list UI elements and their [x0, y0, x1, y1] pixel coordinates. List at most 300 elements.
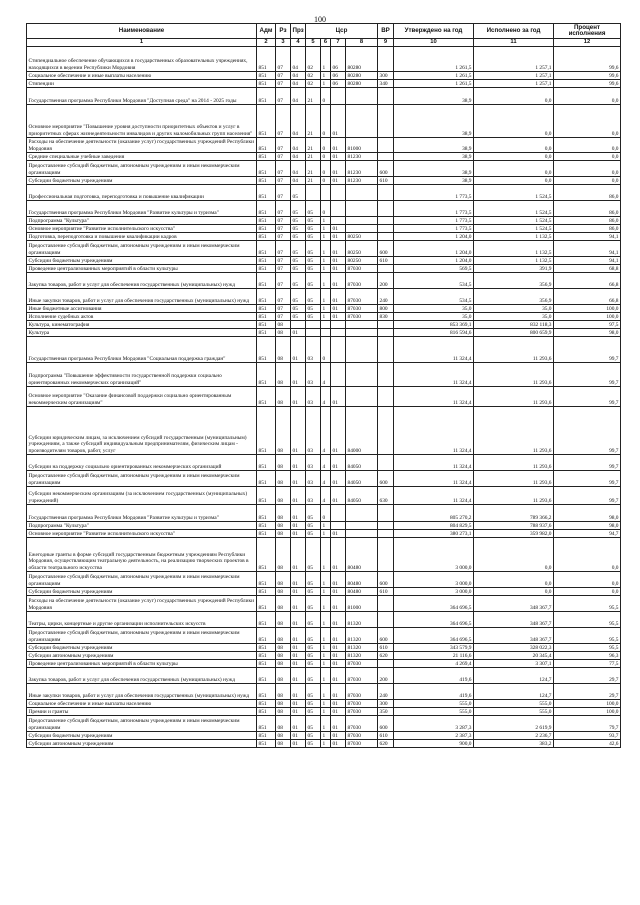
row-prz: 01: [291, 652, 306, 660]
row-csr-subprogram: 0: [321, 177, 331, 185]
row-approved: 1 261,5: [394, 80, 474, 88]
row-approved: 11 324,4: [394, 363, 474, 387]
table-row: [27, 668, 621, 684]
table-row: [27, 612, 621, 628]
column-number: 2: [257, 39, 276, 47]
row-csr-subprogram: 1: [321, 732, 331, 740]
row-csr-event: 01: [331, 660, 346, 668]
row-csr-direction: 87030: [346, 732, 378, 740]
row-approved: 555,0: [394, 700, 474, 708]
row-csr-direction: 81000: [346, 596, 378, 612]
row-executed: 20 345,4: [474, 652, 554, 660]
row-percent: 86,0: [554, 225, 621, 233]
row-rz: 08: [276, 732, 291, 740]
row-csr-direction: 80250: [346, 241, 378, 257]
row-prz: 01: [291, 660, 306, 668]
row-csr-event: 01: [331, 487, 346, 505]
row-csr-direction: 81230: [346, 153, 378, 161]
row-csr-event: [331, 88, 346, 105]
row-rz: 08: [276, 700, 291, 708]
row-adm: 851: [257, 80, 276, 88]
row-rz: 08: [276, 652, 291, 660]
row-csr-program: 05: [306, 660, 321, 668]
row-vr: 620: [378, 740, 394, 748]
row-vr: 830: [378, 313, 394, 321]
row-percent: 100,0: [554, 305, 621, 313]
row-percent: 0,0: [554, 538, 621, 572]
row-csr-subprogram: [321, 321, 331, 329]
row-name: Подпрограмма "Культура": [27, 522, 257, 530]
row-adm: 851: [257, 47, 276, 72]
table-row: [27, 455, 621, 471]
row-csr-direction: [346, 105, 378, 138]
row-csr-event: 01: [331, 257, 346, 265]
row-csr-program: 03: [306, 455, 321, 471]
table-row: [27, 596, 621, 612]
row-csr-subprogram: 1: [321, 80, 331, 88]
row-vr: 350: [378, 708, 394, 716]
row-approved: 804 829,5: [394, 522, 474, 530]
row-csr-subprogram: 4: [321, 455, 331, 471]
row-csr-program: [306, 321, 321, 329]
row-adm: 851: [257, 612, 276, 628]
table-row: [27, 708, 621, 716]
row-csr-direction: [346, 363, 378, 387]
table-row: [27, 628, 621, 644]
row-percent: 98,0: [554, 329, 621, 337]
row-vr: [378, 505, 394, 522]
row-adm: 851: [257, 572, 276, 588]
row-prz: 05: [291, 225, 306, 233]
row-executed: 35,0: [474, 305, 554, 313]
table-row: [27, 538, 621, 572]
row-percent: 93,7: [554, 732, 621, 740]
row-csr-event: 01: [331, 233, 346, 241]
row-adm: 851: [257, 588, 276, 596]
table-row: [27, 530, 621, 538]
row-vr: 240: [378, 684, 394, 700]
row-name: Театры, цирки, концертные и другие организации исполнительских искусств: [27, 612, 257, 628]
row-approved: 11 324,4: [394, 471, 474, 487]
row-vr: 610: [378, 644, 394, 652]
row-adm: 851: [257, 88, 276, 105]
row-prz: 05: [291, 233, 306, 241]
row-csr-direction: 81230: [346, 161, 378, 177]
row-csr-subprogram: 1: [321, 668, 331, 684]
row-name: Подпрограмма "Культура": [27, 217, 257, 225]
row-approved: 419,6: [394, 668, 474, 684]
table-row: [27, 138, 621, 153]
row-csr-direction: 87030: [346, 716, 378, 732]
row-csr-subprogram: 1: [321, 72, 331, 80]
row-csr-event: 01: [331, 289, 346, 305]
column-number: 6: [321, 39, 331, 47]
row-rz: 07: [276, 185, 291, 201]
row-rz: 08: [276, 668, 291, 684]
row-executed: 383,2: [474, 740, 554, 748]
row-vr: [378, 233, 394, 241]
row-vr: [378, 47, 394, 72]
row-name: Субсидии автономным учреждениям: [27, 740, 257, 748]
row-prz: 01: [291, 329, 306, 337]
row-csr-direction: 87030: [346, 740, 378, 748]
row-prz: 01: [291, 505, 306, 522]
row-percent: 99,7: [554, 337, 621, 363]
row-rz: 08: [276, 455, 291, 471]
row-vr: [378, 185, 394, 201]
row-csr-subprogram: [321, 329, 331, 337]
row-csr-subprogram: 1: [321, 538, 331, 572]
row-csr-subprogram: 1: [321, 572, 331, 588]
row-prz: 01: [291, 644, 306, 652]
row-csr-event: 01: [331, 596, 346, 612]
row-csr-program: 05: [306, 740, 321, 748]
row-csr-subprogram: 1: [321, 47, 331, 72]
header-approved: Утверждено на год: [394, 24, 474, 39]
row-approved: 38,9: [394, 105, 474, 138]
row-prz: 04: [291, 105, 306, 138]
row-vr: 240: [378, 289, 394, 305]
row-executed: 328 022,3: [474, 644, 554, 652]
row-vr: 600: [378, 572, 394, 588]
row-approved: 1 773,5: [394, 225, 474, 233]
row-csr-program: 05: [306, 572, 321, 588]
row-adm: 851: [257, 363, 276, 387]
row-csr-direction: 84050: [346, 487, 378, 505]
row-approved: 38,9: [394, 153, 474, 161]
row-adm: 851: [257, 538, 276, 572]
table-row: [27, 588, 621, 596]
row-adm: 851: [257, 530, 276, 538]
table-row: [27, 471, 621, 487]
row-adm: 851: [257, 596, 276, 612]
row-vr: [378, 201, 394, 217]
row-vr: 200: [378, 668, 394, 684]
row-name: Предоставление субсидий бюджетным, автономным учреждениям и иным некоммерческим организациям: [27, 161, 257, 177]
row-executed: 0,0: [474, 153, 554, 161]
row-approved: 364 696,5: [394, 596, 474, 612]
row-csr-direction: 80480: [346, 538, 378, 572]
row-percent: 95,5: [554, 644, 621, 652]
row-csr-event: 01: [331, 225, 346, 233]
row-executed: 1 524,5: [474, 201, 554, 217]
row-prz: 01: [291, 337, 306, 363]
table-row: [27, 644, 621, 652]
row-name: Субсидии автономным учреждениям: [27, 652, 257, 660]
row-csr-direction: [346, 522, 378, 530]
row-name: Государственная программа Республики Мордовия "Доступная среда" на 2014 - 2025 годы: [27, 88, 257, 105]
row-csr-program: 05: [306, 257, 321, 265]
row-csr-direction: 81320: [346, 652, 378, 660]
row-csr-event: 01: [331, 305, 346, 313]
row-percent: 66,8: [554, 289, 621, 305]
row-percent: 0,0: [554, 161, 621, 177]
row-csr-direction: 87030: [346, 660, 378, 668]
row-approved: 38,9: [394, 177, 474, 185]
row-executed: 0,0: [474, 177, 554, 185]
row-csr-event: 01: [331, 628, 346, 644]
row-csr-subprogram: 1: [321, 708, 331, 716]
row-csr-program: 05: [306, 652, 321, 660]
row-adm: 851: [257, 289, 276, 305]
row-csr-program: 05: [306, 530, 321, 538]
row-name: Основное мероприятие "Развитие исполнительского искусства": [27, 530, 257, 538]
row-adm: 851: [257, 241, 276, 257]
row-csr-event: 06: [331, 47, 346, 72]
row-vr: 620: [378, 652, 394, 660]
row-percent: 95,5: [554, 612, 621, 628]
table-row: [27, 265, 621, 273]
row-vr: 610: [378, 588, 394, 596]
row-percent: 94,1: [554, 233, 621, 241]
row-csr-direction: [346, 387, 378, 407]
row-csr-program: 03: [306, 337, 321, 363]
row-rz: 08: [276, 660, 291, 668]
column-number: 11: [474, 39, 554, 47]
row-csr-event: 01: [331, 732, 346, 740]
table-row: [27, 337, 621, 363]
row-name: Проведение централизованных мероприятий в области культуры: [27, 660, 257, 668]
row-csr-direction: 87030: [346, 265, 378, 273]
table-row: [27, 732, 621, 740]
row-approved: 419,6: [394, 684, 474, 700]
row-executed: 124,7: [474, 668, 554, 684]
row-csr-direction: [346, 337, 378, 363]
row-vr: [378, 105, 394, 138]
row-vr: 610: [378, 177, 394, 185]
row-name: Проведение централизованных мероприятий в области культуры: [27, 265, 257, 273]
row-prz: 01: [291, 387, 306, 407]
row-prz: 01: [291, 740, 306, 748]
row-vr: [378, 363, 394, 387]
row-executed: 356,9: [474, 273, 554, 289]
row-csr-event: 01: [331, 572, 346, 588]
row-rz: 08: [276, 505, 291, 522]
row-csr-event: 01: [331, 407, 346, 455]
row-name: Расходы на обеспечение деятельности (оказание услуг) государственных учреждений Республики Мордовия: [27, 596, 257, 612]
row-approved: 2 387,3: [394, 732, 474, 740]
row-csr-program: 21: [306, 153, 321, 161]
header-adm: Адм: [257, 24, 276, 39]
row-name: Социальное обеспечение и иные выплаты населению: [27, 700, 257, 708]
row-csr-direction: 87030: [346, 305, 378, 313]
row-rz: 08: [276, 716, 291, 732]
row-executed: 0,0: [474, 572, 554, 588]
row-csr-program: 05: [306, 644, 321, 652]
row-percent: 79,7: [554, 716, 621, 732]
row-csr-subprogram: 1: [321, 305, 331, 313]
row-csr-direction: 80480: [346, 588, 378, 596]
row-prz: 04: [291, 80, 306, 88]
header-vr: ВР: [378, 24, 394, 39]
row-csr-program: 05: [306, 233, 321, 241]
row-executed: 0,0: [474, 105, 554, 138]
row-vr: [378, 612, 394, 628]
row-rz: 08: [276, 708, 291, 716]
table-row: [27, 321, 621, 329]
row-adm: 851: [257, 138, 276, 153]
row-csr-direction: 84050: [346, 455, 378, 471]
column-number: 5: [306, 39, 321, 47]
table-row: [27, 652, 621, 660]
row-rz: 08: [276, 530, 291, 538]
row-csr-program: 05: [306, 313, 321, 321]
row-percent: 86,0: [554, 185, 621, 201]
row-csr-direction: [346, 217, 378, 225]
row-adm: 851: [257, 628, 276, 644]
row-csr-event: 01: [331, 588, 346, 596]
row-prz: 05: [291, 185, 306, 201]
row-csr-direction: 87030: [346, 313, 378, 321]
row-vr: [378, 387, 394, 407]
row-percent: 94,1: [554, 241, 621, 257]
row-adm: 851: [257, 716, 276, 732]
row-executed: 788 937,6: [474, 522, 554, 530]
row-percent: 86,0: [554, 201, 621, 217]
row-csr-subprogram: 1: [321, 652, 331, 660]
row-prz: 01: [291, 530, 306, 538]
row-csr-direction: 80480: [346, 572, 378, 588]
row-rz: 08: [276, 684, 291, 700]
row-csr-event: 01: [331, 652, 346, 660]
row-prz: 01: [291, 407, 306, 455]
row-csr-program: 05: [306, 684, 321, 700]
row-csr-program: 03: [306, 387, 321, 407]
row-prz: 01: [291, 628, 306, 644]
row-prz: 05: [291, 265, 306, 273]
row-csr-subprogram: 4: [321, 407, 331, 455]
row-name: Расходы на обеспечение деятельности (оказание услуг) государственных учреждений Республики Мордовия: [27, 138, 257, 153]
table-row: [27, 47, 621, 72]
row-csr-program: 05: [306, 273, 321, 289]
row-approved: 38,9: [394, 138, 474, 153]
table-row: [27, 201, 621, 217]
row-prz: 04: [291, 88, 306, 105]
row-percent: 68,8: [554, 265, 621, 273]
row-prz: [291, 321, 306, 329]
row-executed: 1 132,5: [474, 257, 554, 265]
row-prz: 01: [291, 522, 306, 530]
row-name: Подготовка, переподготовка и повышение квалификации кадров: [27, 233, 257, 241]
row-name: Подпрограмма "Повышение эффективности государственной поддержки социально ориентированных некоммерческих организаций": [27, 363, 257, 387]
row-vr: [378, 407, 394, 455]
row-name: Основное мероприятие "Развитие исполнительского искусства": [27, 225, 257, 233]
row-prz: 01: [291, 612, 306, 628]
row-csr-program: 21: [306, 105, 321, 138]
row-csr-program: 05: [306, 596, 321, 612]
row-executed: 359 982,0: [474, 530, 554, 538]
row-csr-subprogram: 1: [321, 660, 331, 668]
row-csr-direction: 87030: [346, 708, 378, 716]
row-percent: 97,5: [554, 321, 621, 329]
row-csr-subprogram: 1: [321, 716, 331, 732]
row-vr: 300: [378, 700, 394, 708]
row-csr-direction: [346, 505, 378, 522]
row-name: Социальное обеспечение и иные выплаты населению: [27, 72, 257, 80]
row-adm: 851: [257, 72, 276, 80]
row-csr-subprogram: 0: [321, 161, 331, 177]
row-percent: 0,0: [554, 138, 621, 153]
row-prz: 05: [291, 305, 306, 313]
row-percent: 66,8: [554, 273, 621, 289]
row-csr-program: 05: [306, 668, 321, 684]
column-number-row: [27, 39, 621, 47]
row-rz: 08: [276, 329, 291, 337]
row-prz: 01: [291, 572, 306, 588]
table-row: [27, 185, 621, 201]
row-rz: 08: [276, 538, 291, 572]
row-rz: 07: [276, 138, 291, 153]
row-prz: 01: [291, 684, 306, 700]
row-executed: 11 293,6: [474, 487, 554, 505]
row-percent: 98,0: [554, 522, 621, 530]
row-executed: 1 257,1: [474, 72, 554, 80]
row-csr-subprogram: 0: [321, 138, 331, 153]
row-percent: 99,7: [554, 455, 621, 471]
row-vr: [378, 153, 394, 161]
row-executed: 0,0: [474, 161, 554, 177]
row-csr-event: 01: [331, 387, 346, 407]
row-executed: 348 367,7: [474, 612, 554, 628]
table-row: [27, 241, 621, 257]
row-csr-direction: [346, 321, 378, 329]
row-vr: [378, 225, 394, 233]
row-name: Премии и гранты: [27, 708, 257, 716]
row-prz: 04: [291, 161, 306, 177]
table-row: [27, 225, 621, 233]
row-adm: 851: [257, 732, 276, 740]
row-name: Предоставление субсидий бюджетным, автономным учреждениям и иным некоммерческим организациям: [27, 716, 257, 732]
row-rz: 08: [276, 596, 291, 612]
row-percent: 99,7: [554, 471, 621, 487]
row-adm: 851: [257, 329, 276, 337]
row-executed: 391,9: [474, 265, 554, 273]
row-csr-direction: 84000: [346, 407, 378, 455]
row-percent: 95,5: [554, 628, 621, 644]
row-rz: 08: [276, 337, 291, 363]
table-row: [27, 161, 621, 177]
row-csr-event: 01: [331, 668, 346, 684]
row-percent: 98,0: [554, 505, 621, 522]
row-csr-direction: 87030: [346, 684, 378, 700]
row-prz: 04: [291, 47, 306, 72]
table-row: [27, 740, 621, 748]
row-approved: 38,9: [394, 88, 474, 105]
row-csr-program: 05: [306, 732, 321, 740]
row-vr: 200: [378, 273, 394, 289]
row-rz: 07: [276, 201, 291, 217]
row-name: Иные закупки товаров, работ и услуг для обеспечения государственных (муниципальных) нужд: [27, 684, 257, 700]
row-vr: 610: [378, 732, 394, 740]
row-vr: [378, 88, 394, 105]
row-executed: 11 293,6: [474, 407, 554, 455]
row-rz: 07: [276, 265, 291, 273]
row-executed: 0,0: [474, 588, 554, 596]
row-rz: 07: [276, 161, 291, 177]
header-executed: Исполнено за год: [474, 24, 554, 39]
row-csr-direction: 80280: [346, 72, 378, 80]
row-csr-subprogram: 1: [321, 265, 331, 273]
table-row: [27, 407, 621, 455]
row-csr-direction: 81000: [346, 138, 378, 153]
row-csr-event: 01: [331, 161, 346, 177]
row-csr-subprogram: 4: [321, 363, 331, 387]
row-name: Основное мероприятие "Оказание финансовой поддержки социально ориентированным некоммерческим организациям": [27, 387, 257, 407]
row-csr-direction: [346, 88, 378, 105]
row-percent: 0,0: [554, 153, 621, 161]
header-prz: Прз: [291, 24, 306, 39]
row-csr-direction: [346, 225, 378, 233]
